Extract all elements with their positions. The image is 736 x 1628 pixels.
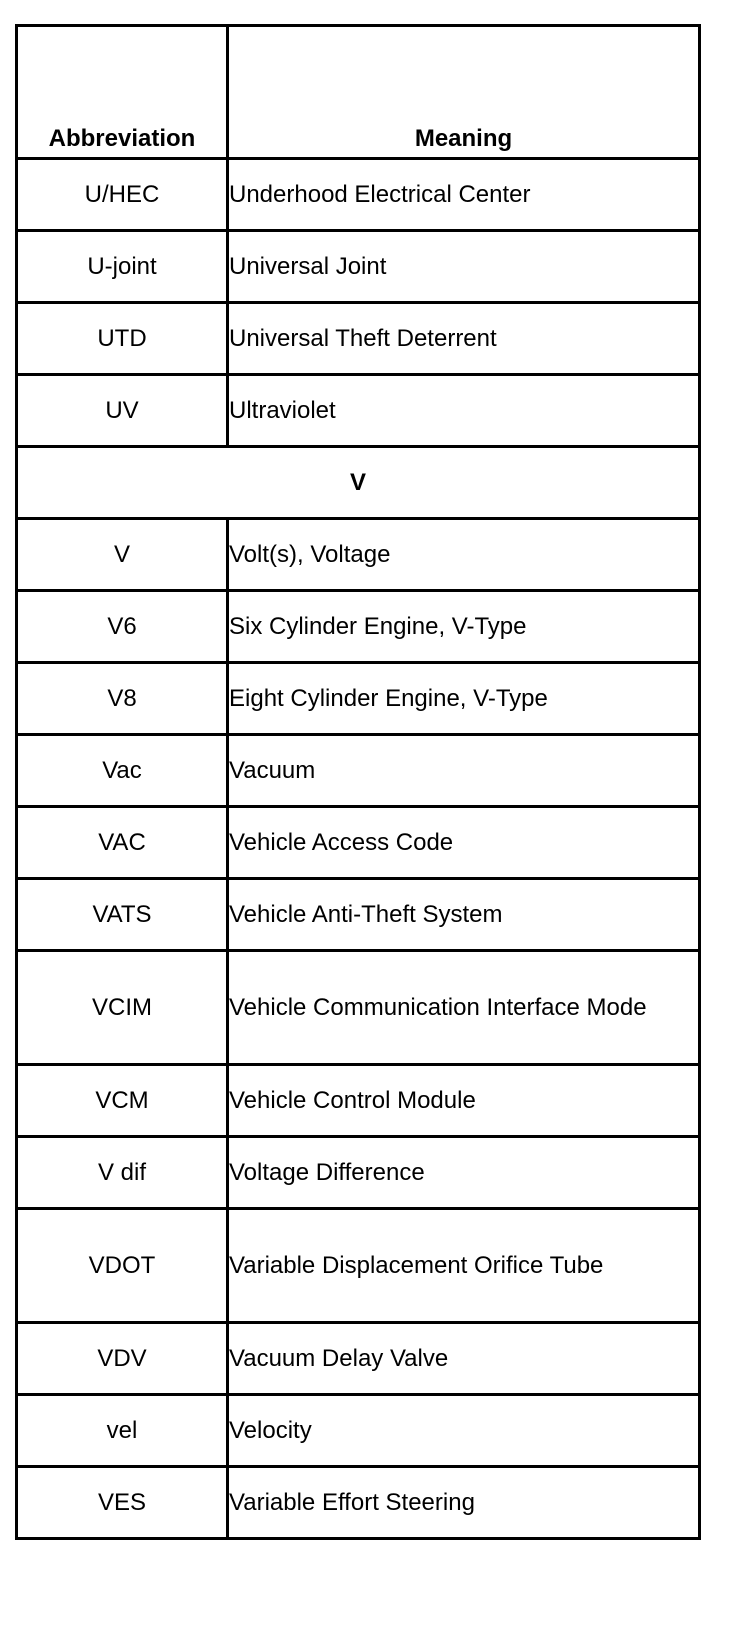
- meaning-cell: Universal Joint: [228, 231, 700, 303]
- abbreviation-cell: UV: [17, 375, 228, 447]
- abbreviation-cell: V8: [17, 663, 228, 735]
- abbreviation-cell: vel: [17, 1395, 228, 1467]
- meaning-cell: Vehicle Anti-Theft System: [228, 879, 700, 951]
- meaning-cell: Eight Cylinder Engine, V-Type: [228, 663, 700, 735]
- table-row: [17, 1137, 700, 1209]
- abbreviation-cell: VES: [17, 1467, 228, 1539]
- abbreviation-cell: V6: [17, 591, 228, 663]
- abbreviation-cell: VCM: [17, 1065, 228, 1137]
- table-row: [17, 1323, 700, 1395]
- meaning-column-header: Meaning: [228, 26, 700, 159]
- abbreviation-cell: VDOT: [17, 1209, 228, 1323]
- meaning-cell: Variable Displacement Orifice Tube: [228, 1209, 700, 1323]
- abbreviation-cell: VATS: [17, 879, 228, 951]
- table-row: [17, 303, 700, 375]
- meaning-cell: Vacuum: [228, 735, 700, 807]
- table-row: [17, 1209, 700, 1323]
- header-row: [17, 26, 700, 159]
- abbreviation-cell: Vac: [17, 735, 228, 807]
- meaning-cell: Vehicle Control Module: [228, 1065, 700, 1137]
- table-row: [17, 807, 700, 879]
- table-row: [17, 735, 700, 807]
- table-row: [17, 375, 700, 447]
- abbreviation-cell: V: [17, 519, 228, 591]
- meaning-cell: Vehicle Communication Interface Mode: [228, 951, 700, 1065]
- meaning-cell: Six Cylinder Engine, V-Type: [228, 591, 700, 663]
- table-row: [17, 1467, 700, 1539]
- table-row: [17, 231, 700, 303]
- table-row: [17, 1395, 700, 1467]
- abbreviation-cell: VCIM: [17, 951, 228, 1065]
- meaning-cell: Voltage Difference: [228, 1137, 700, 1209]
- meaning-cell: Vacuum Delay Valve: [228, 1323, 700, 1395]
- meaning-cell: Velocity: [228, 1395, 700, 1467]
- table-row: [17, 951, 700, 1065]
- meaning-cell: Variable Effort Steering: [228, 1467, 700, 1539]
- abbreviation-table: [15, 24, 701, 1540]
- abbreviation-column-header: Abbreviation: [17, 26, 228, 159]
- meaning-cell: Ultraviolet: [228, 375, 700, 447]
- abbreviation-cell: V dif: [17, 1137, 228, 1209]
- table-row: [17, 519, 700, 591]
- abbreviation-cell: U/HEC: [17, 159, 228, 231]
- table-row: [17, 663, 700, 735]
- section-row: [17, 447, 700, 519]
- section-heading: V: [17, 447, 700, 519]
- abbreviation-cell: U-joint: [17, 231, 228, 303]
- abbreviation-cell: UTD: [17, 303, 228, 375]
- abbreviation-cell: VDV: [17, 1323, 228, 1395]
- meaning-cell: Universal Theft Deterrent: [228, 303, 700, 375]
- table-row: [17, 1065, 700, 1137]
- table-row: [17, 879, 700, 951]
- table-row: [17, 159, 700, 231]
- meaning-cell: Vehicle Access Code: [228, 807, 700, 879]
- meaning-cell: Volt(s), Voltage: [228, 519, 700, 591]
- abbreviation-cell: VAC: [17, 807, 228, 879]
- meaning-cell: Underhood Electrical Center: [228, 159, 700, 231]
- table-row: [17, 591, 700, 663]
